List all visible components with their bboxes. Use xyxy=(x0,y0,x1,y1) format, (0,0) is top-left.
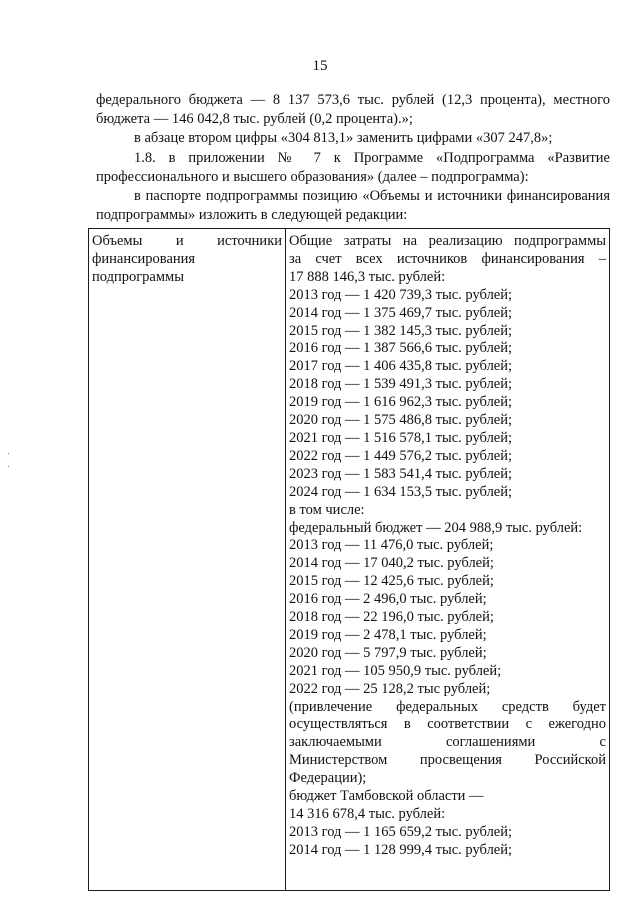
content-line: 2020 год — 1 575 486,8 тыс. рублей; xyxy=(289,412,513,429)
content-line: за счет всех источников финансирования – xyxy=(289,250,606,267)
content-line: 2024 год — 1 634 153,5 тыс. рублей; xyxy=(289,483,513,500)
content-line: 2014 год — 1 375 469,7 тыс. рублей; xyxy=(289,304,513,321)
content-line: 2013 год — 1 420 739,3 тыс. рублей; xyxy=(289,286,513,303)
content-line: в том числе: xyxy=(289,501,365,518)
content-line: заключаемыми соглашениями с xyxy=(289,734,606,751)
content-line: 2013 год — 1 165 659,2 тыс. рублей; xyxy=(289,823,513,840)
content-line: 2016 год — 2 496,0 тыс. рублей; xyxy=(289,591,487,608)
table-row xyxy=(89,229,610,891)
paragraph: в паспорте подпрограммы позицию «Объемы и источники финансирования подпрограммы» изложить в следующей редакции: xyxy=(96,188,610,224)
margin-dot xyxy=(8,466,9,467)
page-number: 15 xyxy=(312,58,328,74)
content-line: 2017 год — 1 406 435,8 тыс. рублей; xyxy=(289,358,513,375)
content-line: 2014 год — 1 128 999,4 тыс. рублей; xyxy=(289,841,513,858)
content-line: осуществляться в соответствии с ежегодно xyxy=(289,716,606,733)
content-line: федеральный бюджет — 204 988,9 тыс. рублей: xyxy=(289,519,583,536)
content-line: 2015 год — 12 425,6 тыс. рублей; xyxy=(289,573,494,590)
content-line: 2021 год — 1 516 578,1 тыс. рублей; xyxy=(289,429,513,446)
content-line: 2022 год — 1 449 576,2 тыс. рублей; xyxy=(289,447,513,464)
content-line: 2019 год — 2 478,1 тыс. рублей; xyxy=(289,626,487,643)
content-line: 2014 год — 17 040,2 тыс. рублей; xyxy=(289,555,494,572)
content-line: (привлечение федеральных средств будет xyxy=(289,698,606,715)
content-line: 2022 год — 25 128,2 тыс рублей; xyxy=(289,680,491,697)
content-line: 2023 год — 1 583 541,4 тыс. рублей; xyxy=(289,465,513,482)
paragraph: в абзаце втором цифры «304 813,1» заменить цифрами «307 247,8»; xyxy=(134,130,553,147)
content-line: 2019 год — 1 616 962,3 тыс. рублей; xyxy=(289,394,513,411)
content-line: 17 888 146,3 тыс. рублей: xyxy=(289,268,446,285)
content-line: 14 316 678,4 тыс. рублей: xyxy=(289,806,446,822)
passport-table xyxy=(88,228,610,891)
content-line: 2020 год — 5 797,9 тыс. рублей; xyxy=(289,644,487,661)
content-line: 2018 год — 22 196,0 тыс. рублей; xyxy=(289,609,494,626)
paragraph: 1.8. в приложении № 7 к Программе «Подпрограмма «Развитие профессионального и высшего образования» (далее – подпрограмма): xyxy=(96,149,610,185)
content-line: Федерации); xyxy=(289,770,367,787)
paragraph: федерального бюджета — 8 137 573,6 тыс. рублей (12,3 процента), местного бюджета — 146 042,8 тыс. рублей (0,2 процента).»; xyxy=(96,92,610,128)
table-content-cell xyxy=(286,229,610,891)
table-label-cell: Объемы и источники финансирования подпрограммы xyxy=(89,229,286,891)
content-line: 2015 год — 1 382 145,3 тыс. рублей; xyxy=(289,322,513,339)
content-line: 2018 год — 1 539 491,3 тыс. рублей; xyxy=(289,376,513,393)
content-line: Министерством просвещения Российской xyxy=(289,752,606,769)
margin-dot xyxy=(8,453,9,454)
content-line: 2021 год — 105 950,9 тыс. рублей; xyxy=(289,662,502,679)
body-text xyxy=(96,91,610,225)
content-line: 2016 год — 1 387 566,6 тыс. рублей; xyxy=(289,340,513,357)
content-line: Общие затраты на реализацию подпрограммы xyxy=(289,233,606,249)
content-line: бюджет Тамбовской области — xyxy=(289,788,484,805)
content-line: 2013 год — 11 476,0 тыс. рублей; xyxy=(289,537,494,554)
